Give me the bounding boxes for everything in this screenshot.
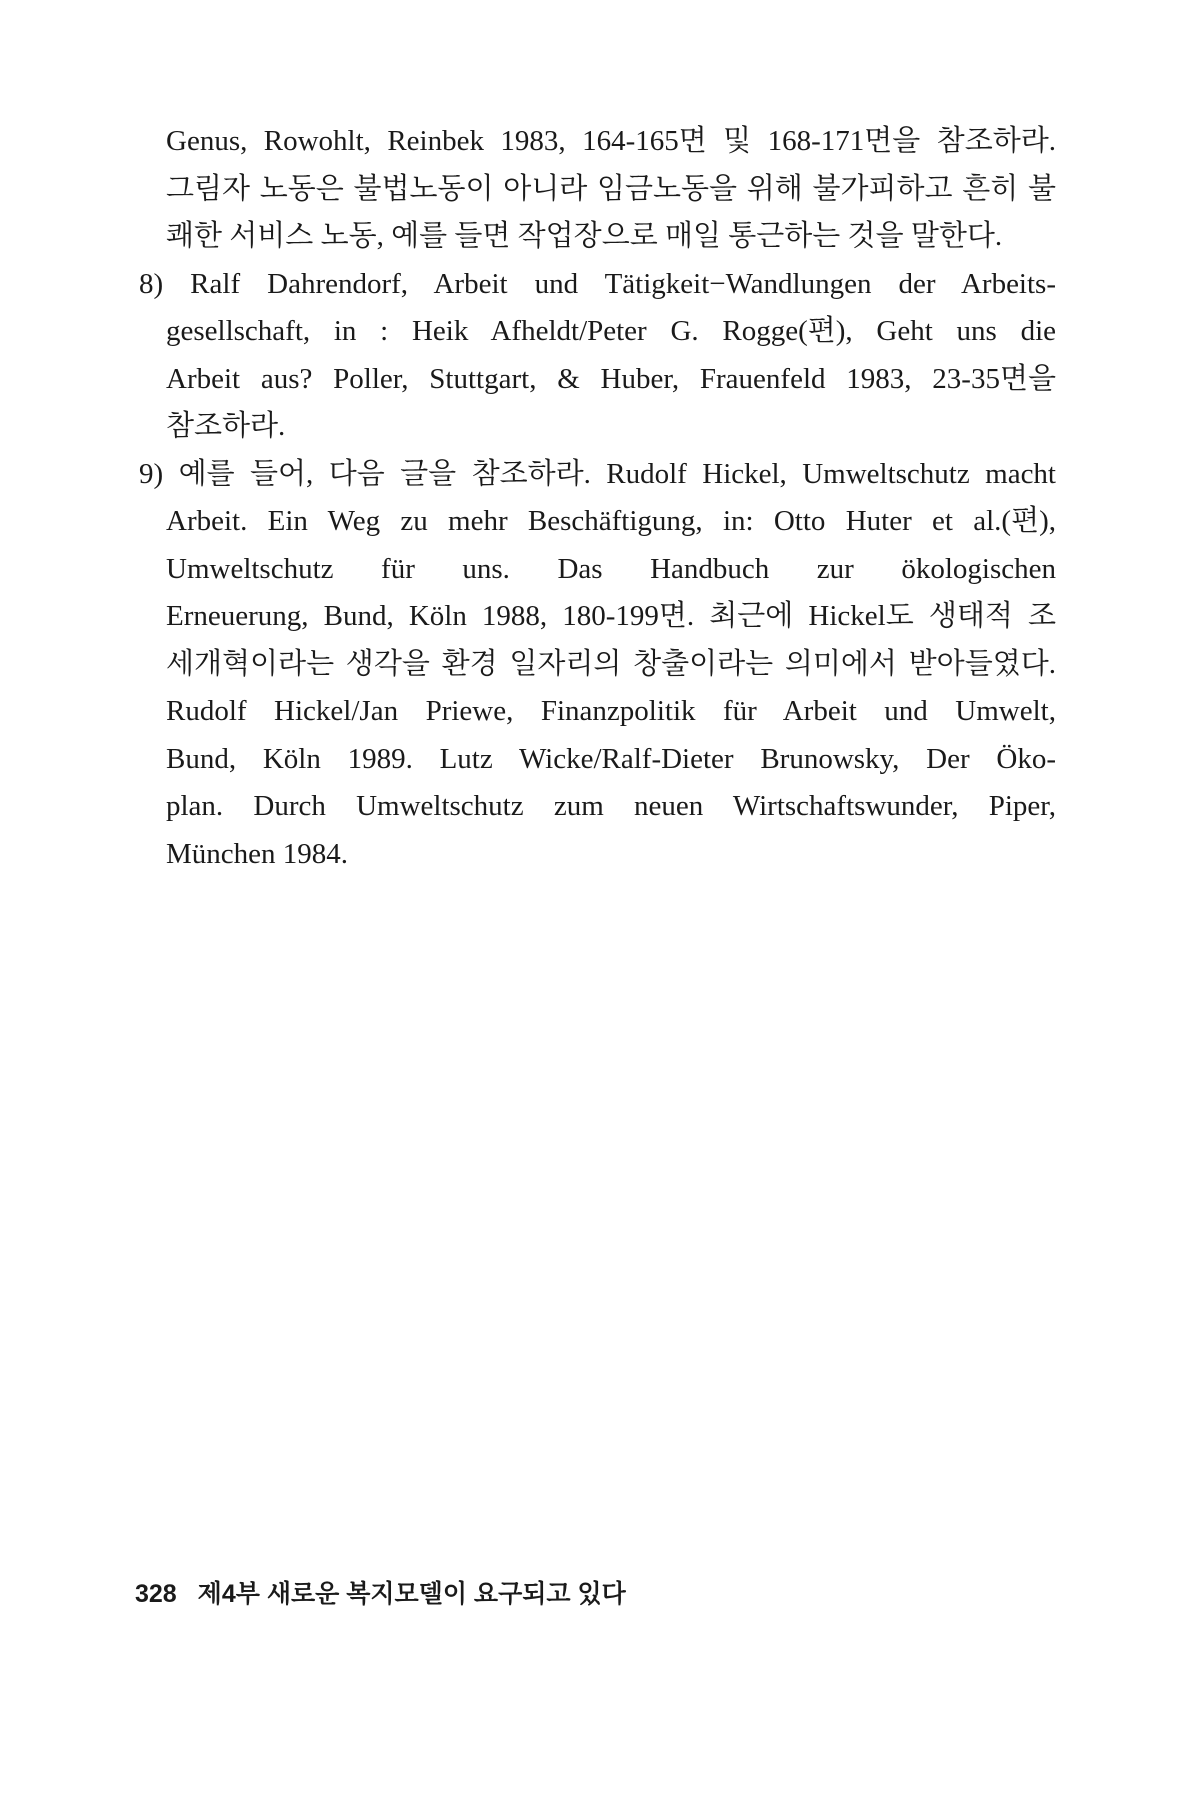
endnotes — [139, 118, 1056, 878]
note-line: Bund, Köln 1989. Lutz Wicke/Ralf-Dieter Brunowsky, Der Öko- — [166, 742, 1056, 775]
note-line: Erneuerung, Bund, Köln 1988, 180-199면. 최근에 Hickel도 생태적 조 — [166, 600, 1056, 632]
note-line: 쾌한 서비스 노동, 예를 들면 작업장으로 매일 통근하는 것을 말한다. — [166, 220, 1003, 252]
note-line: Arbeit aus? Poller, Stuttgart, & Huber, Frauenfeld 1983, 23-35면을 — [166, 362, 1056, 395]
note-line: Rudolf Hickel/Jan Priewe, Finanzpolitik für Arbeit und Umwelt, — [166, 695, 1056, 727]
note-line: Genus, Rowohlt, Reinbek 1983, 164-165면 및 168-171면을 참조하라. — [166, 125, 1056, 157]
note-line: plan. Durch Umweltschutz zum neuen Wirtschaftswunder, Piper, — [166, 790, 1056, 822]
note-line: 세개혁이라는 생각을 환경 일자리의 창출이라는 의미에서 받아들였다. — [166, 647, 1056, 680]
page-footer — [135, 1574, 626, 1610]
note-line: Umweltschutz für uns. Das Handbuch zur ökologischen — [166, 552, 1056, 585]
note-line: München 1984. — [166, 837, 349, 870]
note-line: 참조하라. — [166, 410, 286, 442]
note-line: Arbeit. Ein Weg zu mehr Beschäftigung, in: Otto Huter et al.(편), — [166, 505, 1056, 537]
note-9 — [139, 451, 1056, 879]
note-continuation — [166, 118, 1056, 261]
note-line: 8) Ralf Dahrendorf, Arbeit und Tätigkeit−Wandlungen der Arbeits- — [139, 267, 1056, 300]
note-line: 그림자 노동은 불법노동이 아니라 임금노동을 위해 불가피하고 흔히 불 — [166, 172, 1056, 205]
note-8 — [139, 261, 1056, 451]
page-number: 328 — [135, 1580, 177, 1608]
note-line: gesellschaft, in : Heik Afheldt/Peter G. Rogge(편), Geht uns die — [166, 315, 1056, 347]
note-line: 9) 예를 들어, 다음 글을 참조하라. Rudolf Hickel, Umweltschutz macht — [139, 457, 1056, 490]
running-title: 제4부 새로운 복지모델이 요구되고 있다 — [197, 1580, 626, 1608]
